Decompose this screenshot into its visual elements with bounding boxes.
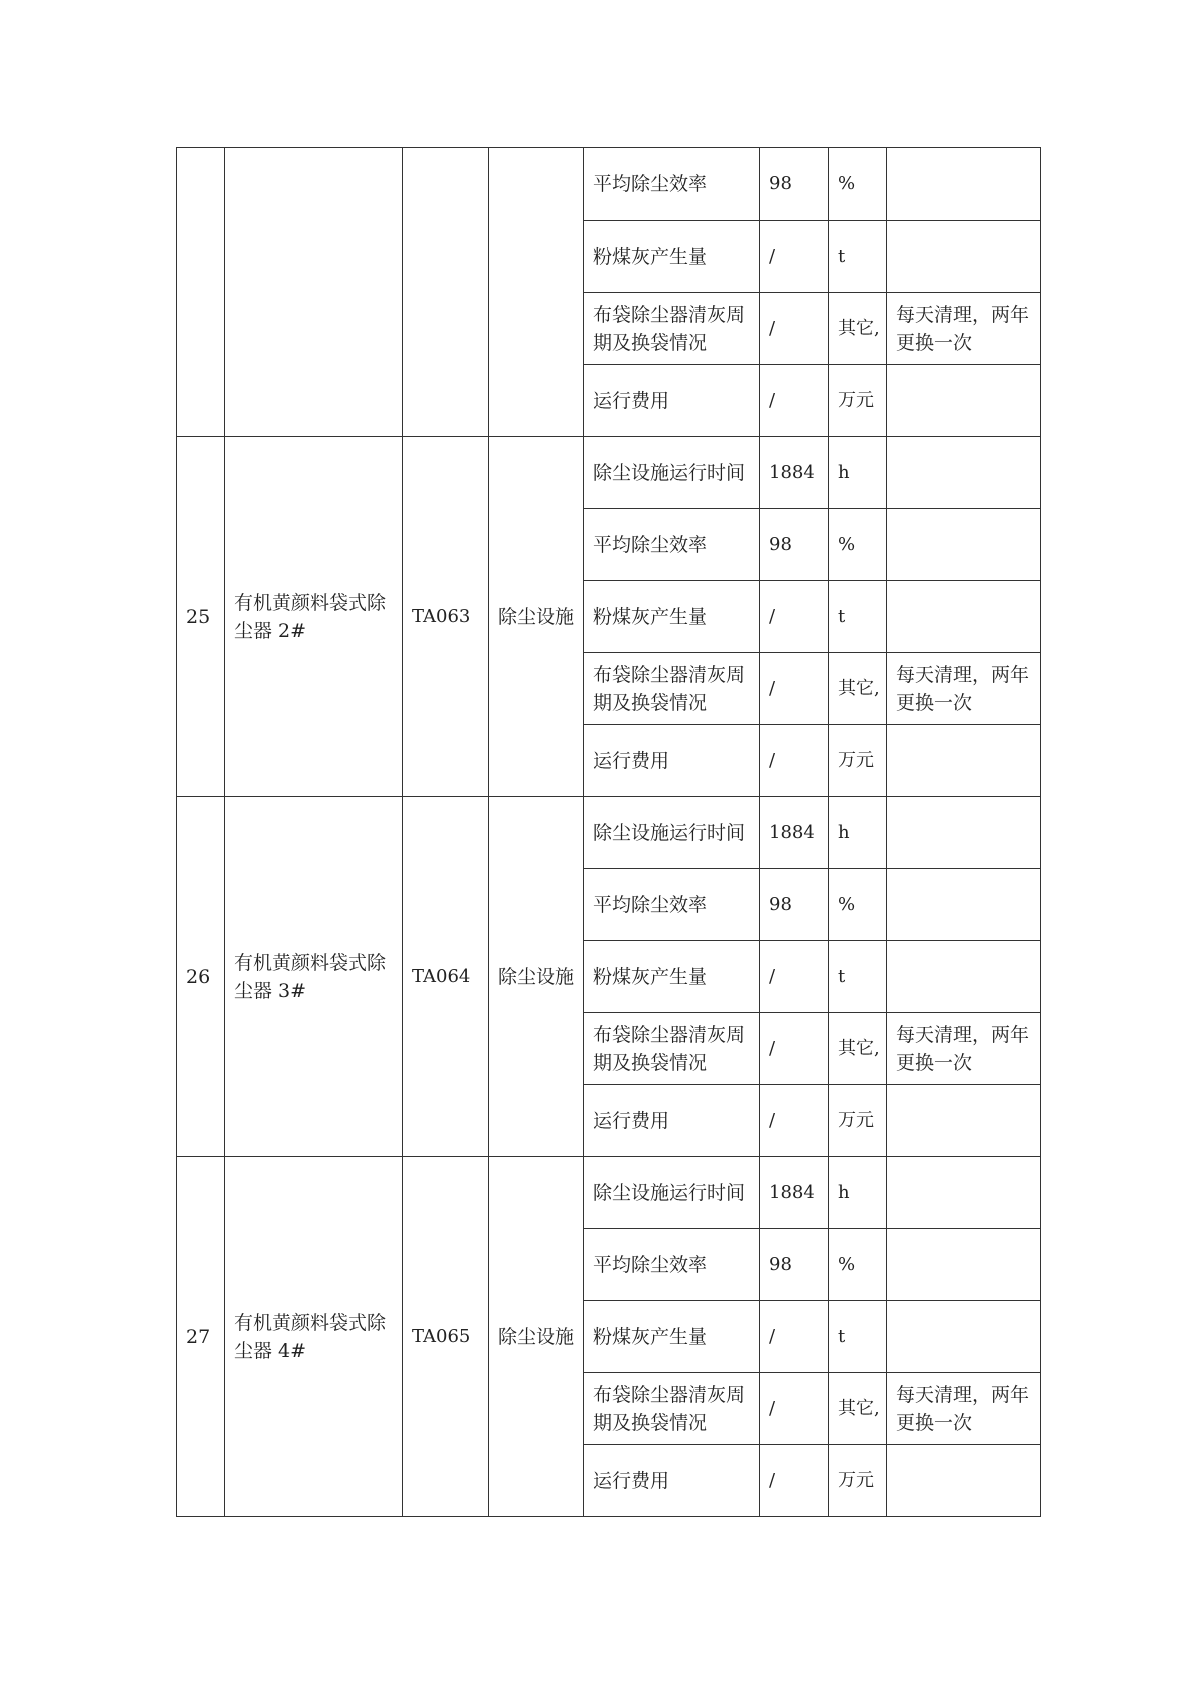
unit-cell: h	[829, 437, 887, 509]
note-cell	[887, 581, 1041, 653]
note-cell: 每天清理，两年更换一次	[887, 293, 1041, 365]
row-number-cell: 27	[177, 1157, 225, 1517]
facility-name-cell: 有机黄颜料袋式除尘器 2#	[225, 437, 403, 797]
unit-cell: 万元	[829, 1445, 887, 1517]
note-cell	[887, 1445, 1041, 1517]
param-cell: 布袋除尘器清灰周期及换袋情况	[584, 1013, 760, 1085]
facility-type-cell: 除尘设施	[489, 437, 584, 797]
value-cell: /	[760, 653, 829, 725]
value-cell: /	[760, 725, 829, 797]
value-cell: 98	[760, 509, 829, 581]
table-row	[177, 797, 1041, 869]
unit-cell: t	[829, 581, 887, 653]
facility-parameter-table	[176, 147, 1041, 1517]
note-cell	[887, 1157, 1041, 1229]
unit-cell: 其它,	[829, 653, 887, 725]
note-cell: 每天清理，两年更换一次	[887, 653, 1041, 725]
unit-cell: h	[829, 1157, 887, 1229]
unit-cell: %	[829, 148, 887, 221]
value-cell: 98	[760, 148, 829, 221]
param-cell: 粉煤灰产生量	[584, 221, 760, 293]
param-cell: 布袋除尘器清灰周期及换袋情况	[584, 653, 760, 725]
param-cell: 运行费用	[584, 365, 760, 437]
param-cell: 布袋除尘器清灰周期及换袋情况	[584, 1373, 760, 1445]
value-cell: 98	[760, 869, 829, 941]
note-cell: 每天清理，两年更换一次	[887, 1373, 1041, 1445]
value-cell: 1884	[760, 1157, 829, 1229]
value-cell: /	[760, 365, 829, 437]
value-cell: /	[760, 293, 829, 365]
note-cell	[887, 1301, 1041, 1373]
note-cell	[887, 869, 1041, 941]
param-cell: 粉煤灰产生量	[584, 581, 760, 653]
param-cell: 粉煤灰产生量	[584, 1301, 760, 1373]
value-cell: /	[760, 1445, 829, 1517]
param-cell: 运行费用	[584, 725, 760, 797]
facility-type-cell: 除尘设施	[489, 797, 584, 1157]
param-cell: 粉煤灰产生量	[584, 941, 760, 1013]
row-number-cell: 26	[177, 797, 225, 1157]
note-cell	[887, 1085, 1041, 1157]
facility-name-cell: 有机黄颜料袋式除尘器 4#	[225, 1157, 403, 1517]
note-cell	[887, 221, 1041, 293]
value-cell: /	[760, 1013, 829, 1085]
unit-cell: t	[829, 221, 887, 293]
row-number-cell	[177, 148, 225, 437]
unit-cell: %	[829, 869, 887, 941]
facility-name-cell: 有机黄颜料袋式除尘器 3#	[225, 797, 403, 1157]
value-cell: /	[760, 1301, 829, 1373]
table-row	[177, 437, 1041, 509]
value-cell: /	[760, 1085, 829, 1157]
note-cell	[887, 509, 1041, 581]
table-body	[177, 148, 1041, 1517]
facility-code-cell: TA063	[403, 437, 489, 797]
note-cell	[887, 725, 1041, 797]
note-cell	[887, 941, 1041, 1013]
unit-cell: 其它,	[829, 293, 887, 365]
unit-cell: 万元	[829, 725, 887, 797]
param-cell: 布袋除尘器清灰周期及换袋情况	[584, 293, 760, 365]
param-cell: 平均除尘效率	[584, 148, 760, 221]
facility-name-cell	[225, 148, 403, 437]
table-row	[177, 1157, 1041, 1229]
param-cell: 除尘设施运行时间	[584, 1157, 760, 1229]
row-number-cell: 25	[177, 437, 225, 797]
value-cell: 1884	[760, 797, 829, 869]
unit-cell: t	[829, 1301, 887, 1373]
note-cell	[887, 365, 1041, 437]
facility-code-cell: TA064	[403, 797, 489, 1157]
value-cell: /	[760, 581, 829, 653]
facility-code-cell	[403, 148, 489, 437]
value-cell: /	[760, 1373, 829, 1445]
value-cell: 1884	[760, 437, 829, 509]
note-cell: 每天清理，两年更换一次	[887, 1013, 1041, 1085]
param-cell: 运行费用	[584, 1085, 760, 1157]
unit-cell: 万元	[829, 365, 887, 437]
unit-cell: h	[829, 797, 887, 869]
unit-cell: %	[829, 509, 887, 581]
param-cell: 平均除尘效率	[584, 509, 760, 581]
note-cell	[887, 1229, 1041, 1301]
param-cell: 运行费用	[584, 1445, 760, 1517]
note-cell	[887, 148, 1041, 221]
param-cell: 除尘设施运行时间	[584, 797, 760, 869]
unit-cell: 万元	[829, 1085, 887, 1157]
table-row	[177, 148, 1041, 221]
facility-type-cell	[489, 148, 584, 437]
unit-cell: 其它,	[829, 1013, 887, 1085]
param-cell: 除尘设施运行时间	[584, 437, 760, 509]
unit-cell: t	[829, 941, 887, 1013]
value-cell: 98	[760, 1229, 829, 1301]
facility-code-cell: TA065	[403, 1157, 489, 1517]
unit-cell: 其它,	[829, 1373, 887, 1445]
note-cell	[887, 797, 1041, 869]
note-cell	[887, 437, 1041, 509]
param-cell: 平均除尘效率	[584, 869, 760, 941]
facility-type-cell: 除尘设施	[489, 1157, 584, 1517]
unit-cell: %	[829, 1229, 887, 1301]
value-cell: /	[760, 941, 829, 1013]
param-cell: 平均除尘效率	[584, 1229, 760, 1301]
value-cell: /	[760, 221, 829, 293]
